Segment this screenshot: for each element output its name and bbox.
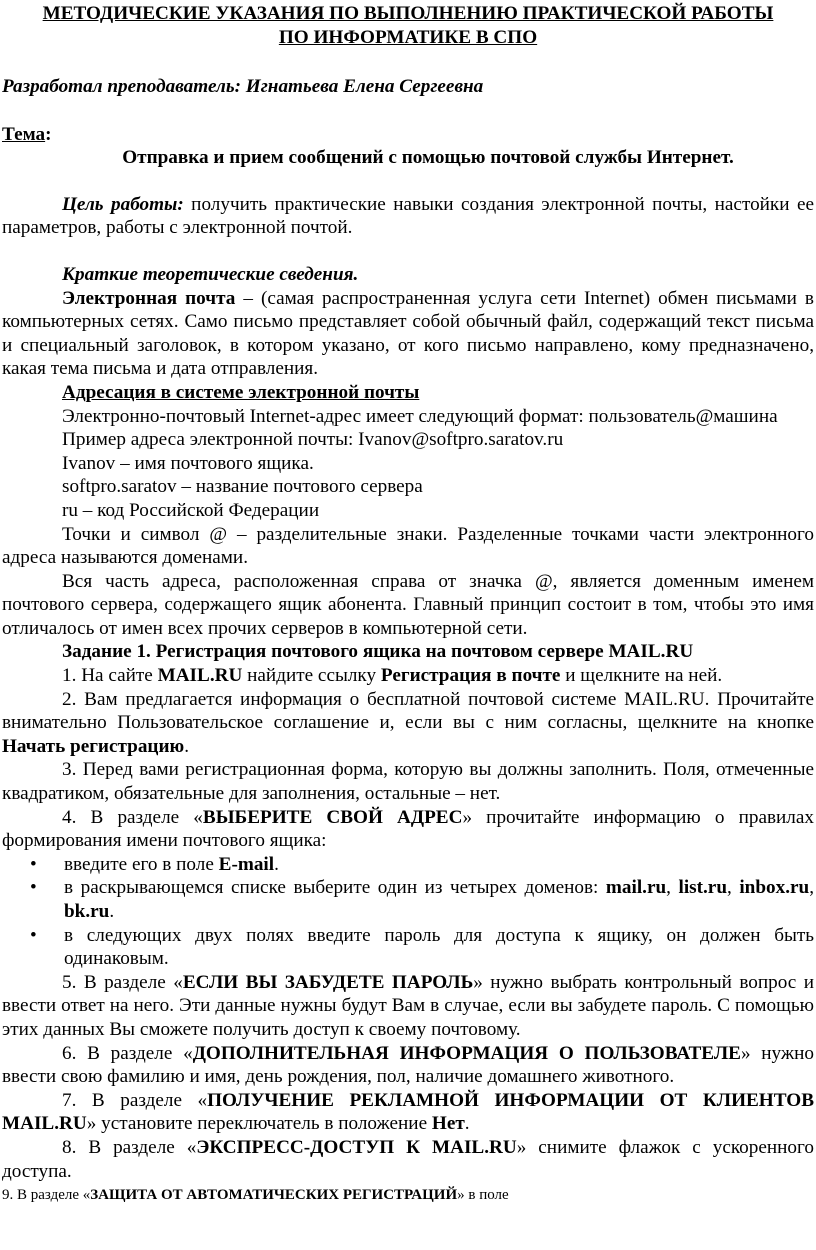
topic-label-text: Тема xyxy=(2,123,46,145)
list-item: • в следующих двух полях введите пароль для доступа к ящику, он должен быть одинаковым. xyxy=(64,924,814,971)
address-mailbox: Ivanov – имя почтового ящика. xyxy=(62,452,314,474)
address-format: Электронно-почтовый Internet-адрес имеет следующий формат: пользователь@машина xyxy=(62,405,778,427)
bullet-1-end: . xyxy=(274,853,279,875)
title-line-2: ПО ИНФОРМАТИКЕ В СПО xyxy=(278,27,538,48)
goal-label: Цель работы: xyxy=(62,193,184,215)
addressing-heading: Адресация в системе электронной почты xyxy=(62,381,420,403)
step-7 xyxy=(2,1089,814,1136)
domain-bk: bk.ru xyxy=(64,901,110,922)
step-5-section: ЕСЛИ ВЫ ЗАБУДЕТЕ ПАРОЛЬ xyxy=(182,971,474,993)
bullet-2-text: в раскрывающемся списке выберите один из четырех доменов: xyxy=(64,877,606,899)
address-domain: Вся часть адреса, расположенная справа от значка @, является доменным именем почтового сервера, содержащего ящик абонента. Главный принцип состоит в том, чтобы это имя отличалось от имен всех прочих серверов в компьютерной сети. xyxy=(2,570,814,639)
step-6-text-2: » нужно ввести свою фамилию и имя, день рождения, пол, наличие домашнего животного. xyxy=(2,1042,815,1088)
document-title xyxy=(2,2,814,50)
step-7-text: 7. В разделе « xyxy=(62,1089,208,1111)
bullet-1-field: E-mail xyxy=(218,853,275,875)
email-definition xyxy=(2,287,814,381)
step-2-button-name: Начать регистрацию xyxy=(2,735,185,757)
topic-text: Отправка и прием сообщений с помощью почтовой службы Интернет. xyxy=(122,147,734,169)
goal-paragraph xyxy=(2,193,814,240)
domain-mail: mail.ru xyxy=(605,877,667,899)
bullet-list xyxy=(2,853,814,971)
bullet-1-text: введите его в поле xyxy=(64,853,219,875)
step-1-text-2: найдите ссылку xyxy=(242,665,381,687)
step-7-end: . xyxy=(464,1113,470,1135)
address-example: Пример адреса электронной почты: Ivanov@softpro.saratov.ru xyxy=(62,429,564,451)
domain-list: list.ru xyxy=(678,877,727,899)
step-8-text: 8. В разделе « xyxy=(62,1136,197,1158)
bullet-2-sep-1: , xyxy=(666,877,679,899)
step-3: 3. Перед вами регистрационная форма, которую вы должны заполнить. Поля, отмеченные квадратиком, обязательные для заполнения, остальные – нет. xyxy=(2,759,814,805)
domain-inbox: inbox.ru xyxy=(739,877,810,899)
goal-text: получить практические навыки создания электронной почты, настойки ее параметров, работы с электронной почтой. xyxy=(2,193,814,239)
step-5-text: 5. В разделе « xyxy=(62,971,183,993)
bullet-2-sep-3: , xyxy=(809,877,814,899)
step-8-text-2: » снимите флажок с ускоренного доступа. xyxy=(2,1136,815,1182)
step-1-site: MAIL.RU xyxy=(157,665,243,687)
step-1-link-name: Регистрация в почте xyxy=(380,665,561,687)
step-7-section: ПОЛУЧЕНИЕ РЕКЛАМНОЙ ИНФОРМАЦИИ ОТ КЛИЕНТОВ MAIL.RU xyxy=(2,1089,814,1135)
step-9-text-2: » в поле xyxy=(457,1187,509,1204)
step-4 xyxy=(2,806,814,853)
title-line-1: МЕТОДИЧЕСКИЕ УКАЗАНИЯ ПО ВЫПОЛНЕНИЮ ПРАКТИЧЕСКОЙ РАБОТЫ xyxy=(42,3,774,24)
step-1-text: 1. На сайте xyxy=(62,665,158,687)
step-5 xyxy=(2,971,814,1042)
step-6-section: ДОПОЛНИТЕЛЬНАЯ ИНФОРМАЦИЯ О ПОЛЬЗОВАТЕЛЕ xyxy=(192,1042,741,1064)
step-2-text: 2. Вам предлагается информация о бесплатной почтовой системе MAIL.RU. Прочитайте внимательно Пользовательское соглашение и, если вы с ним согласны, щелкните на кнопке xyxy=(2,688,814,734)
step-7-option: Нет xyxy=(431,1113,465,1135)
theory-heading: Краткие теоретические сведения. xyxy=(62,263,359,285)
step-9 xyxy=(2,1185,814,1205)
topic-label-colon: : xyxy=(45,123,52,145)
step-1-text-3: и щелкните на ней. xyxy=(560,665,723,687)
step-2-end: . xyxy=(184,735,190,757)
email-term: Электронная почта xyxy=(62,287,236,309)
bullet-2-end: . xyxy=(109,901,115,922)
email-def-text: – (самая распространенная услуга сети Internet) обмен письмами в компьютерных сетях. Само письмо представляет собой обычный файл, содержащий текст письма и специальный заголовок, в котором указано, от кого письмо направлено, кому предназначено, какая тема письма и дата отправления. xyxy=(2,287,814,380)
step-8 xyxy=(2,1136,814,1183)
address-separators: Точки и символ @ – разделительные знаки. Разделенные точками части электронного адреса называются доменами. xyxy=(2,523,814,569)
list-item xyxy=(64,853,814,877)
author-line: Разработал преподаватель: Игнатьева Елена Сергеевна xyxy=(2,76,484,97)
step-8-section: ЭКСПРЕСС-ДОСТУП К MAIL.RU xyxy=(196,1136,517,1158)
step-5-text-2: » нужно выбрать контрольный вопрос и ввести ответ на него. Эти данные нужны будут Вам в случае, если вы забудете пароль. С помощью этих данных Вы сможете получить доступ к своему почтовому. xyxy=(2,971,815,1040)
step-4-section: ВЫБЕРИТЕ СВОЙ АДРЕС xyxy=(202,806,463,828)
address-country-code: ru – код Российской Федерации xyxy=(62,499,320,521)
step-9-section: ЗАЩИТА ОТ АВТОМАТИЧЕСКИХ РЕГИСТРАЦИЙ xyxy=(90,1187,458,1204)
task1-heading: Задание 1. Регистрация почтового ящика на почтовом сервере MAIL.RU xyxy=(62,641,694,663)
step-9-text: 9. В разделе « xyxy=(2,1187,91,1204)
step-4-text: 4. В разделе « xyxy=(62,806,203,828)
list-item xyxy=(64,876,814,923)
topic-label xyxy=(2,123,814,147)
step-6 xyxy=(2,1042,814,1089)
step-2 xyxy=(2,688,814,759)
step-6-text: 6. В разделе « xyxy=(62,1042,193,1064)
step-1 xyxy=(2,664,814,688)
bullet-2-sep-2: , xyxy=(727,877,740,899)
step-7-text-2: » установите переключатель в положение xyxy=(86,1113,432,1135)
address-server: softpro.saratov – название почтового сервера xyxy=(62,476,423,498)
step-4-text-2: » прочитайте информацию о правилах формирования имени почтового ящика: xyxy=(2,806,814,852)
